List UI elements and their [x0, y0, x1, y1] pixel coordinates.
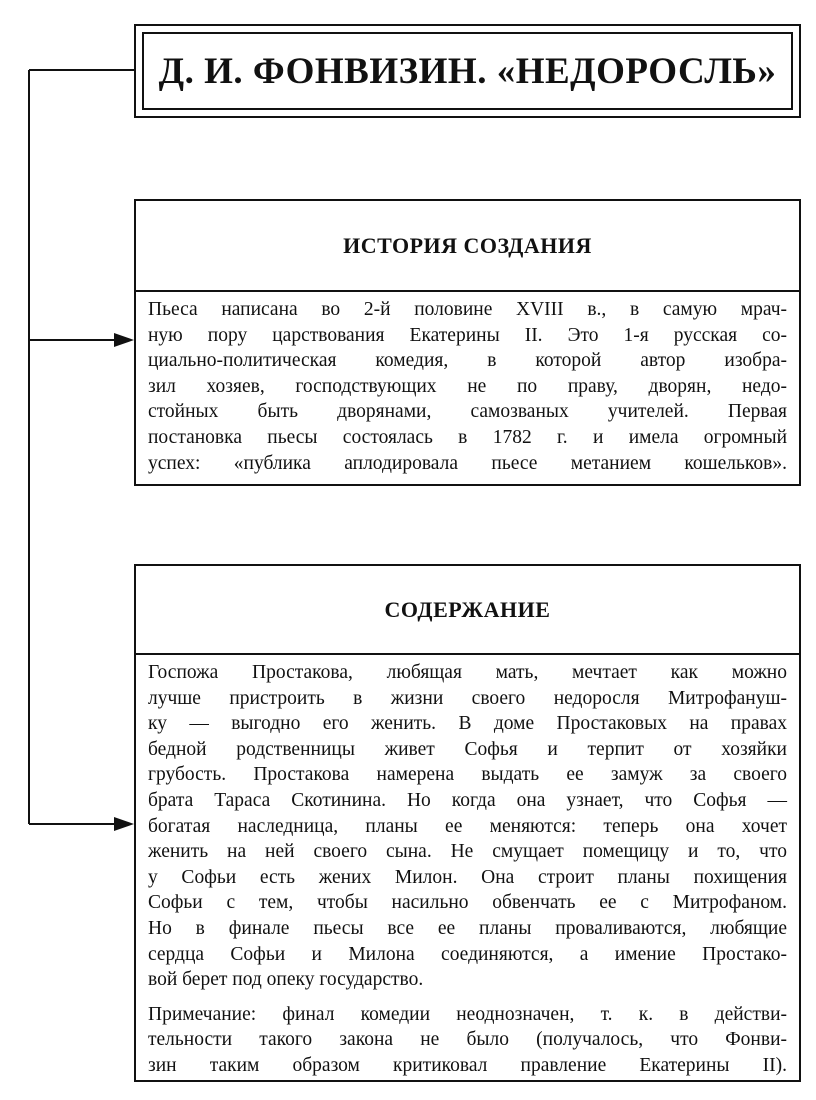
text-line: грубость. Простакова намерена выдать ее замуж за своего — [148, 764, 787, 786]
text-line: богатая наследница, планы ее меняются: теперь она хочет — [148, 815, 787, 837]
text-line: вой берет под опеку государство. — [148, 969, 424, 991]
text-line: Пьеса написана во 2-й половине XVIII в., в самую мрач- — [148, 299, 787, 320]
text-line: сердца Софьи и Милона соединяются, а имение Простако- — [148, 943, 787, 965]
text-line: успех: «публика аплодировала пьесе метанием кошельков». — [148, 452, 787, 474]
text-line: Софьи с тем, чтобы насильно обвенчать ее с Митрофаном. — [148, 892, 787, 914]
text-line: постановка пьесы состоялась в 1782 г. и имела огромный — [148, 426, 787, 448]
paragraph-gap — [148, 993, 787, 1002]
text-line: ную пору царствования Екатерины II. Это 1-я русская со- — [148, 324, 787, 346]
text-line: Но в финале пьесы все ее планы проваливаются, любящие — [148, 917, 787, 939]
text-line: ку — выгодно его женить. В доме Простаковых на правах — [148, 713, 787, 735]
history-heading: ИСТОРИЯ СОЗДАНИЯ — [136, 201, 799, 292]
arrowhead-history — [114, 333, 134, 347]
page-title: Д. И. ФОНВИЗИН. «НЕДОРОСЛЬ» — [142, 32, 793, 110]
note-line: тельности такого закона не было (получалось, что Фонви- — [148, 1029, 787, 1051]
text-line: стойных быть дворянами, самозваных учителей. Первая — [148, 401, 787, 423]
history-text — [136, 292, 799, 476]
note-line: Примечание: финал комедии неоднозначен, т. к. в действи- — [148, 1003, 787, 1025]
content-section — [134, 564, 801, 1082]
text-line: зил хозяев, господствующих не по праву, дворян, недо- — [148, 375, 787, 397]
content-heading: СОДЕРЖАНИЕ — [136, 566, 799, 655]
text-line: лучше пристроить в жизни своего недоросля Митрофануш- — [148, 687, 787, 709]
text-line: женить на ней своего сына. Не смущает помещицу и то, что — [148, 841, 787, 863]
text-line: Госпожа Простакова, любящая мать, мечтает как можно — [148, 662, 787, 683]
note-line: зин таким образом критиковал правление Екатерины II). — [148, 1054, 787, 1076]
text-line: у Софьи есть жених Милон. Она строит планы похищения — [148, 866, 787, 888]
history-section — [134, 199, 801, 486]
arrowhead-content — [114, 817, 134, 831]
text-line: бедной родственницы живет Софья и терпит от хозяйки — [148, 738, 787, 760]
text-line: брата Тараса Скотинина. Но когда она узнает, что Софья — — [148, 789, 787, 811]
title-box — [134, 24, 801, 118]
content-text — [136, 655, 799, 1079]
text-line: циально-политическая комедия, в которой автор изобра- — [148, 350, 787, 372]
